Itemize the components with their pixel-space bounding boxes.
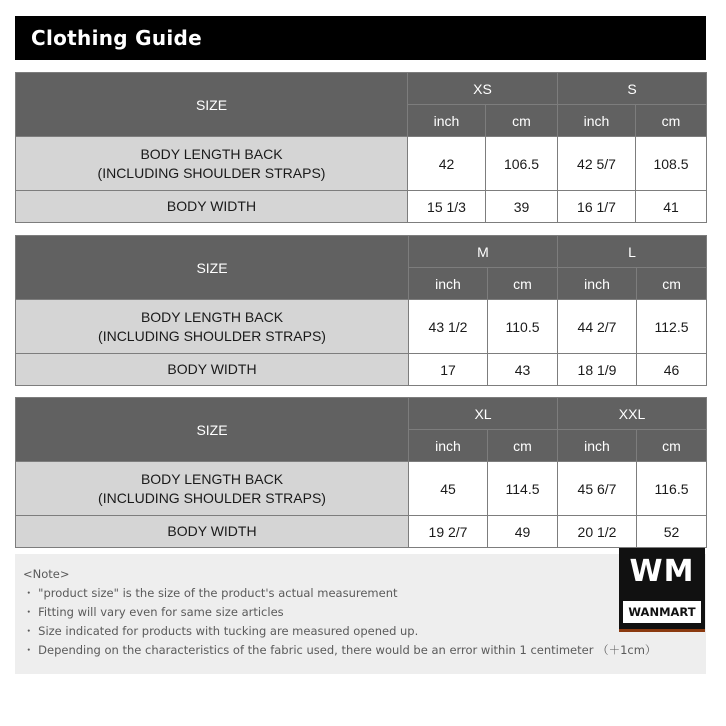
unit-inch: inch <box>409 430 488 462</box>
size-label-xxl: XXL <box>558 398 707 430</box>
table-row <box>16 354 707 386</box>
value-cell: 116.5 <box>637 462 707 516</box>
unit-cm: cm <box>637 268 707 300</box>
wanmart-logo <box>619 548 705 632</box>
table-row <box>16 137 707 191</box>
row-label-body-length <box>16 300 409 354</box>
value-cell: 45 6/7 <box>558 462 637 516</box>
value-cell: 19 2/7 <box>409 516 488 548</box>
note-item: ・ Size indicated for products with tucking are measured opened up. <box>23 624 419 638</box>
page-title: Clothing Guide <box>15 16 706 60</box>
value-cell: 52 <box>637 516 707 548</box>
unit-inch: inch <box>558 430 637 462</box>
size-header: SIZE <box>16 398 409 462</box>
row-label-body-width: BODY WIDTH <box>16 354 409 386</box>
size-label-xl: XL <box>409 398 558 430</box>
size-header: SIZE <box>16 236 409 300</box>
table-row <box>16 191 707 223</box>
value-cell: 45 <box>409 462 488 516</box>
row-label-line: (INCLUDING SHOULDER STRAPS) <box>97 164 326 181</box>
value-cell: 108.5 <box>636 137 707 191</box>
size-table-xl-xxl <box>15 397 707 548</box>
value-cell: 17 <box>409 354 488 386</box>
row-label-body-width: BODY WIDTH <box>16 191 408 223</box>
notes-heading: <Note> <box>23 567 70 581</box>
note-item: ・ Fitting will vary even for same size articles <box>23 605 284 619</box>
logo-mark: WM <box>629 554 695 589</box>
unit-cm: cm <box>488 268 558 300</box>
value-cell: 110.5 <box>488 300 558 354</box>
note-item: ・ Depending on the characteristics of the fabric used, there would be an error within 1 centimeter （＋1cm） <box>23 643 657 657</box>
row-label-line: BODY LENGTH BACK <box>140 308 284 325</box>
unit-cm: cm <box>488 430 558 462</box>
value-cell: 15 1/3 <box>408 191 486 223</box>
size-label-m: M <box>409 236 558 268</box>
table-row <box>16 300 707 354</box>
row-label-line: BODY LENGTH BACK <box>140 470 284 487</box>
size-table-xs-s <box>15 72 707 223</box>
unit-inch: inch <box>409 268 488 300</box>
notes-box <box>15 554 706 674</box>
value-cell: 39 <box>486 191 558 223</box>
value-cell: 114.5 <box>488 462 558 516</box>
value-cell: 41 <box>636 191 707 223</box>
value-cell: 44 2/7 <box>558 300 637 354</box>
table-row <box>16 462 707 516</box>
value-cell: 42 5/7 <box>558 137 636 191</box>
value-cell: 43 <box>488 354 558 386</box>
unit-inch: inch <box>408 105 486 137</box>
row-label-body-length <box>16 462 409 516</box>
size-label-l: L <box>558 236 707 268</box>
value-cell: 106.5 <box>486 137 558 191</box>
row-label-body-length <box>16 137 408 191</box>
row-label-body-width: BODY WIDTH <box>16 516 409 548</box>
value-cell: 112.5 <box>637 300 707 354</box>
value-cell: 43 1/2 <box>409 300 488 354</box>
table-row <box>16 516 707 548</box>
unit-inch: inch <box>558 268 637 300</box>
size-label-xs: XS <box>408 73 558 105</box>
size-table-m-l <box>15 235 707 386</box>
value-cell: 20 1/2 <box>558 516 637 548</box>
value-cell: 16 1/7 <box>558 191 636 223</box>
size-label-s: S <box>558 73 707 105</box>
row-label-line: (INCLUDING SHOULDER STRAPS) <box>98 489 326 506</box>
value-cell: 18 1/9 <box>558 354 637 386</box>
unit-cm: cm <box>637 430 707 462</box>
unit-cm: cm <box>486 105 558 137</box>
unit-inch: inch <box>558 105 636 137</box>
note-item: ・ "product size" is the size of the product's actual measurement <box>23 586 398 600</box>
row-label-line: BODY LENGTH BACK <box>140 145 283 162</box>
value-cell: 49 <box>488 516 558 548</box>
value-cell: 42 <box>408 137 486 191</box>
size-header: SIZE <box>16 73 408 137</box>
logo-brand-name: WANMART <box>623 601 701 623</box>
value-cell: 46 <box>637 354 707 386</box>
row-label-line: (INCLUDING SHOULDER STRAPS) <box>98 327 326 344</box>
unit-cm: cm <box>636 105 707 137</box>
